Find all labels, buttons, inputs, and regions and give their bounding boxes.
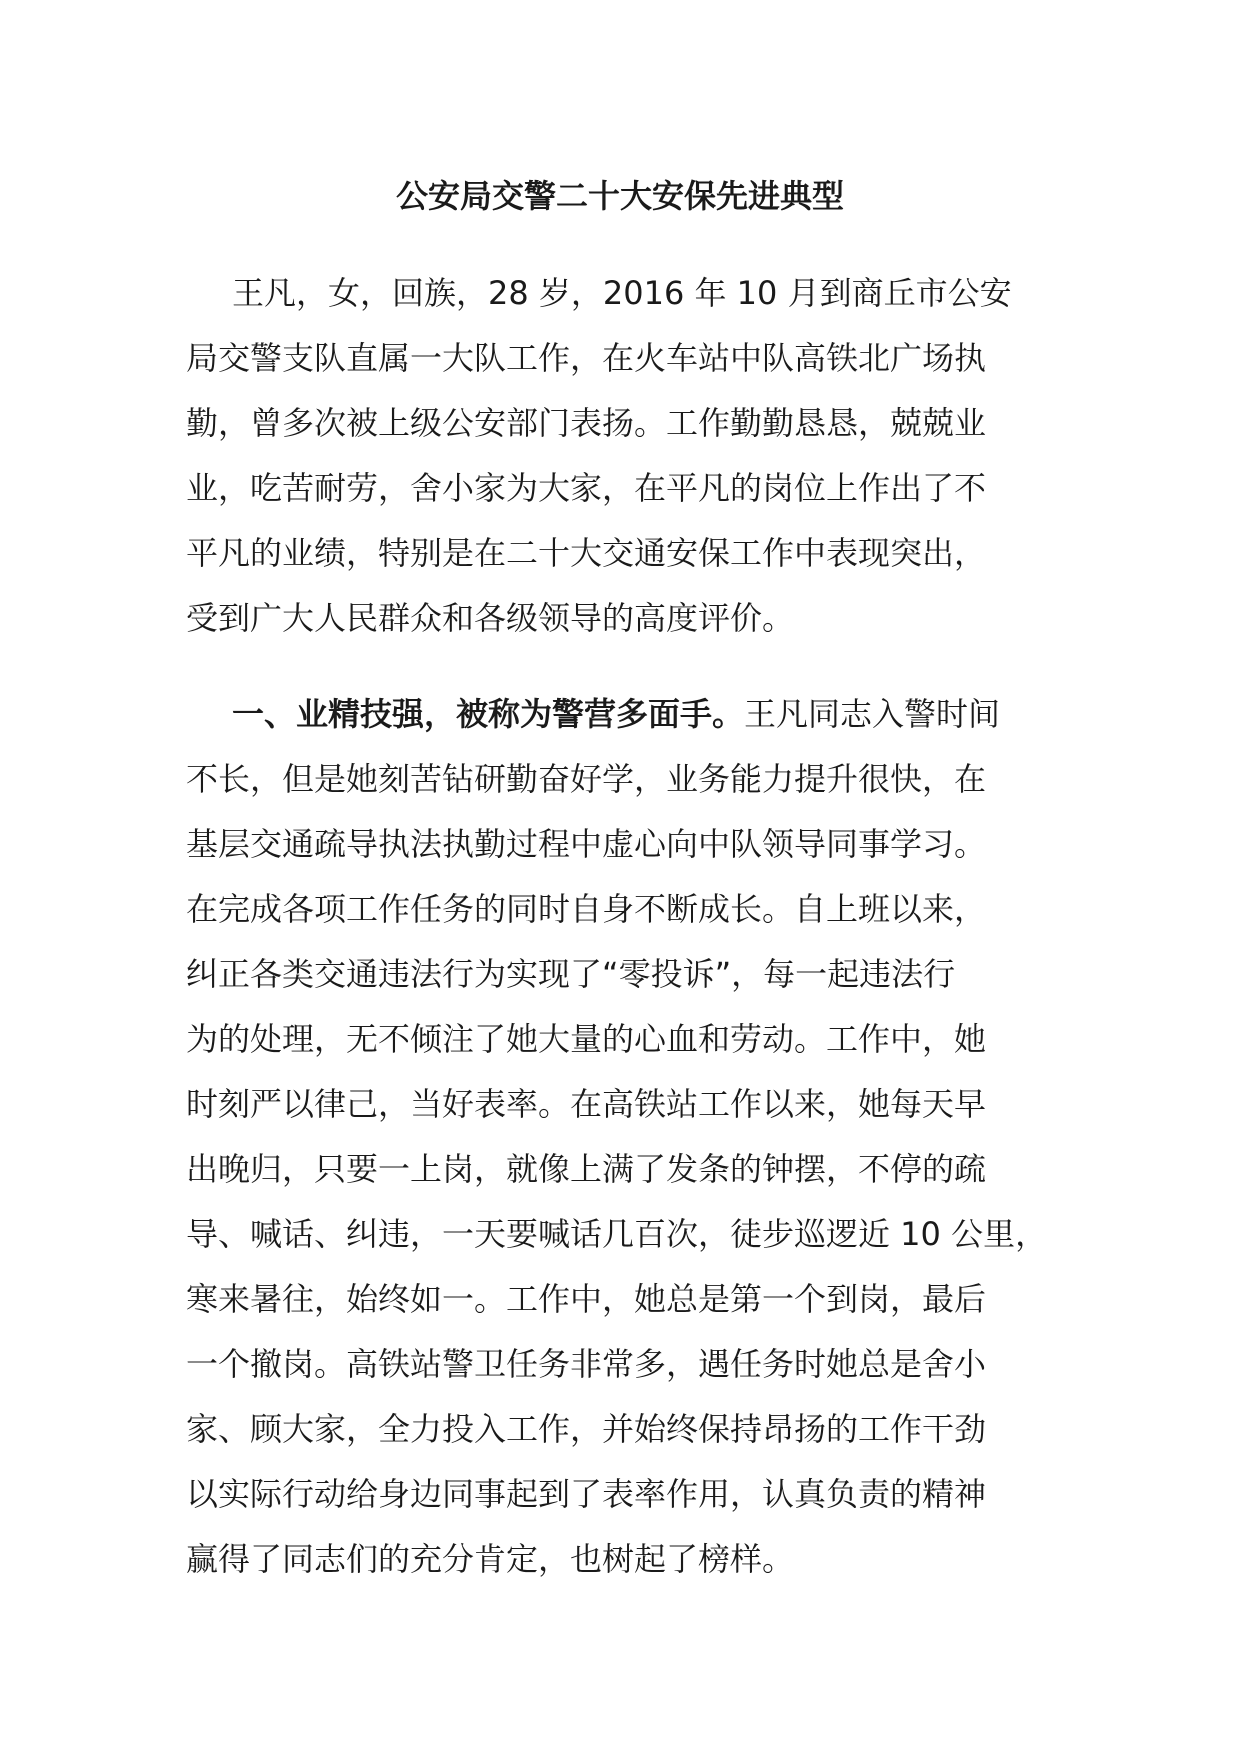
paragraph-line: 基层交通疏导执法执勤过程中虚心向中队领导同事学习。 (186, 825, 987, 863)
paragraph-line: 勤，曾多次被上级公安部门表扬。工作勤勤恳恳，兢兢业 (186, 404, 987, 442)
paragraph-line: 业，吃苦耐劳，舍小家为大家，在平凡的岗位上作出了不 (186, 469, 987, 507)
paragraph-first-line (186, 682, 1066, 747)
paragraph-line: 导、喊话、纠违，一天要喊话几百次，徒步巡逻近 10 公里， (186, 1215, 1048, 1253)
paragraph-line: 以实际行动给身边同事起到了表率作用，认真负责的精神 (186, 1475, 987, 1513)
paragraph-line: 王凡，女，回族，28 岁，2016 年 10 月到商丘市公安 (232, 274, 1012, 312)
paragraph-line: 纠正各类交通违法行为实现了“零投诉”，每一起违法行 (186, 955, 956, 993)
paragraph-line: 为的处理，无不倾注了她大量的心血和劳动。工作中，她 (186, 1020, 987, 1058)
paragraph-intro (186, 261, 1066, 651)
paragraph-line: 一个撤岗。高铁站警卫任务非常多，遇任务时她总是舍小 (186, 1345, 987, 1383)
paragraph-line: 局交警支队直属一大队工作，在火车站中队高铁北广场执 (186, 339, 987, 377)
paragraph-line: 赢得了同志们的充分肯定，也树起了榜样。 (186, 1540, 795, 1578)
paragraph-line: 受到广大人民群众和各级领导的高度评价。 (186, 599, 795, 637)
paragraph-line: 在完成各项工作任务的同时自身不断成长。自上班以来， (186, 890, 987, 928)
paragraph-line: 寒来暑往，始终如一。工作中，她总是第一个到岗，最后 (186, 1280, 987, 1318)
paragraph-line: 不长，但是她刻苦钻研勤奋好学，业务能力提升很快，在 (186, 760, 987, 798)
document-title: 公安局交警二十大安保先进典型 (395, 177, 844, 215)
section-heading: 一、业精技强，被称为警营多面手。 (232, 695, 745, 733)
paragraph-section-one (186, 682, 1066, 1592)
paragraph-line-rest: 王凡同志入警时间 (744, 695, 1001, 733)
paragraph-line: 家、顾大家，全力投入工作，并始终保持昂扬的工作干劲 (186, 1410, 987, 1448)
paragraph-line: 时刻严以律己，当好表率。在高铁站工作以来，她每天早 (186, 1085, 987, 1123)
paragraph-line: 平凡的业绩，特别是在二十大交通安保工作中表现突出， (186, 534, 987, 572)
paragraph-line: 出晚归，只要一上岗，就像上满了发条的钟摆，不停的疏 (186, 1150, 987, 1188)
